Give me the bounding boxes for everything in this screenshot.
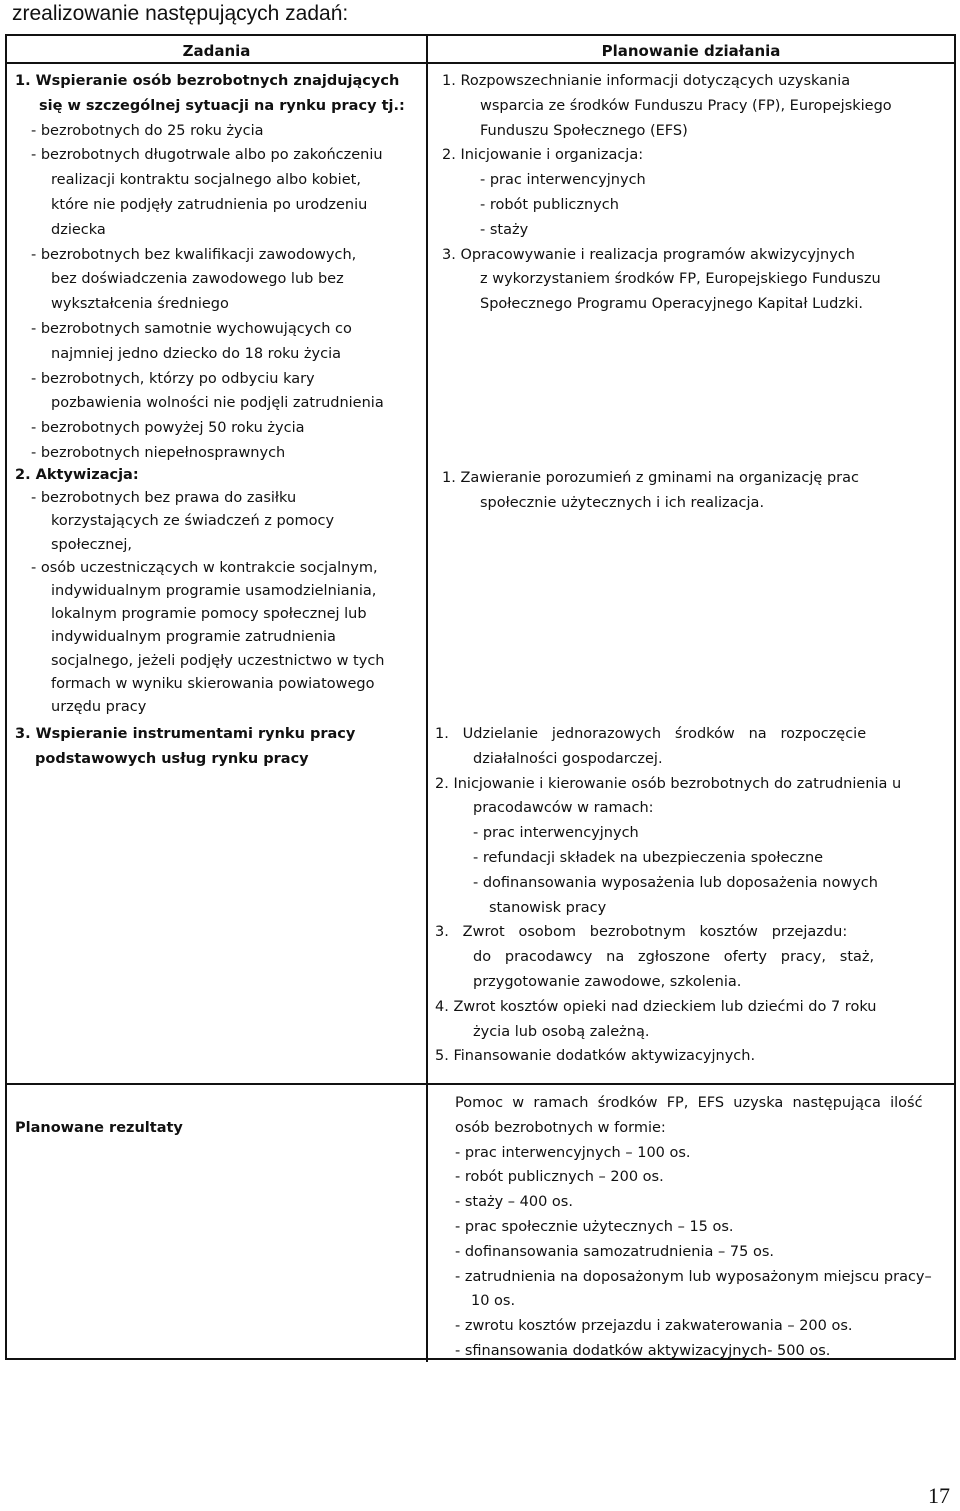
task-2-title: 2. Aktywizacja: <box>15 467 139 483</box>
plan-item: 1. Udzielanie jednorazowych środków na rozpoczęcie <box>435 726 867 742</box>
results-intro: Pomoc w ramach środków FP, EFS uzyska następująca ilość <box>455 1095 923 1111</box>
plan-subitem: - dofinansowania wyposażenia lub doposażenia nowych <box>473 874 878 891</box>
task-1-title: 1. Wspieranie osób bezrobotnych znajdujących <box>15 73 400 89</box>
list-item: - osób uczestniczących w kontrakcie socjalnym, <box>31 559 378 576</box>
result-item: - staży – 400 os. <box>455 1194 573 1211</box>
plan-item-cont: wsparcia ze środków Funduszu Pracy (FP), Europejskiego <box>480 97 892 114</box>
plan-item: 3. Zwrot osobom bezrobotnym kosztów przejazdu: <box>435 924 848 941</box>
plan-item: 2. Inicjowanie i organizacja: <box>442 147 644 164</box>
list-item-cont: wykształcenia średniego <box>51 296 229 313</box>
plan-item: 3. Opracowywanie i realizacja programów akwizycyjnych <box>442 246 855 263</box>
task-3-title-cont: podstawowych usług rynku pracy <box>35 750 309 767</box>
plan-item: 5. Finansowanie dodatków aktywizacyjnych. <box>435 1048 756 1065</box>
header-tasks: Zadania <box>182 42 251 60</box>
plan-item: 1. Rozpowszechnianie informacji dotyczących uzyskania <box>442 73 851 89</box>
result-item-cont: 10 os. <box>471 1293 516 1310</box>
plan-subitem-cont: stanowisk pracy <box>489 899 607 916</box>
result-item: - dofinansowania samozatrudnienia – 75 os. <box>455 1243 774 1260</box>
list-item-cont: najmniej jedno dziecko do 18 roku życia <box>51 345 342 362</box>
task-1-cell <box>15 69 405 466</box>
plan-item-cont: przygotowanie zawodowe, szkolenia. <box>473 973 742 990</box>
task-1-title-cont: się w szczególnej sytuacji na rynku pracy tj.: <box>39 97 405 114</box>
list-item-cont: socjalnego, jeżeli podjęły uczestnictwo w tych <box>51 652 385 669</box>
plan-item: 2. Inicjowanie i kierowanie osób bezrobotnych do zatrudnienia u <box>435 775 902 792</box>
plan-subitem: - staży <box>480 221 529 238</box>
plan-item-cont: życia lub osobą zależną. <box>473 1023 650 1040</box>
result-item: - zwrotu kosztów przejazdu i zakwaterowania – 200 os. <box>455 1318 853 1335</box>
result-item: - robót publicznych – 200 os. <box>455 1169 664 1186</box>
result-item: - prac społecznie użytecznych – 15 os. <box>455 1218 734 1235</box>
list-item: - bezrobotnych bez kwalifikacji zawodowych, <box>31 246 357 263</box>
results-label: Planowane rezultaty <box>15 1120 183 1136</box>
task-3-title: 3. Wspieranie instrumentami rynku pracy <box>15 726 356 742</box>
list-item-cont: urzędu pracy <box>51 699 147 716</box>
list-item-cont: dziecka <box>51 221 106 238</box>
task-2-cell <box>15 464 384 719</box>
list-item-cont: pozbawienia wolności nie podjęli zatrudnienia <box>51 395 384 412</box>
list-item: - bezrobotnych do 25 roku życia <box>31 122 264 139</box>
plan-item-cont: działalności gospodarczej. <box>473 750 663 767</box>
list-item-cont: bez doświadczenia zawodowego lub bez <box>51 271 344 288</box>
list-item-cont: realizacji kontraktu socjalnego albo kobiet, <box>51 172 361 189</box>
results-intro-cont: osób bezrobotnych w formie: <box>455 1119 666 1136</box>
header-divider <box>7 62 954 64</box>
plan-subitem: - prac interwencyjnych <box>480 172 646 189</box>
result-item: - prac interwencyjnych – 100 os. <box>455 1144 691 1161</box>
list-item-cont: lokalnym programie pomocy społecznej lub <box>51 606 367 623</box>
plan-item: 1. Zawieranie porozumień z gminami na organizację prac <box>442 470 859 486</box>
plan-item-cont: Społecznego Programu Operacyjnego Kapitał Ludzki. <box>480 296 863 313</box>
list-item: - bezrobotnych powyżej 50 roku życia <box>31 420 305 437</box>
planning-1-cell <box>442 69 892 317</box>
plan-subitem: - refundacji składek na ubezpieczenia społeczne <box>473 849 824 866</box>
plan-item-cont: społecznie użytecznych i ich realizacja. <box>480 494 765 511</box>
list-item-cont: społecznej, <box>51 536 133 553</box>
header-planning: Planowanie działania <box>601 42 781 60</box>
tasks-table <box>5 34 956 1360</box>
list-item: - bezrobotnych niepełnosprawnych <box>31 444 286 461</box>
results-cell <box>455 1091 932 1364</box>
plan-item: 4. Zwrot kosztów opieki nad dzieckiem lub dziećmi do 7 roku <box>435 998 877 1015</box>
result-item: - zatrudnienia na doposażonym lub wyposażonym miejscu pracy– <box>455 1268 932 1285</box>
list-item-cont: indywidualnym programie zatrudnienia <box>51 629 336 646</box>
list-item-cont: korzystających ze świadczeń z pomocy <box>51 513 335 530</box>
plan-item-cont: z wykorzystaniem środków FP, Europejskiego Funduszu <box>480 271 881 288</box>
plan-subitem: - prac interwencyjnych <box>473 825 639 842</box>
list-item: - bezrobotnych długotrwale albo po zakończeniu <box>31 147 383 164</box>
list-item-cont: formach w wyniku skierowania powiatowego <box>51 675 375 692</box>
plan-item-cont: pracodawców w ramach: <box>473 800 654 817</box>
intro-text: zrealizowanie następujących zadań: <box>12 2 349 25</box>
list-item: - bezrobotnych bez prawa do zasiłku <box>31 490 297 507</box>
plan-item-cont: Funduszu Społecznego (EFS) <box>480 122 688 139</box>
planning-2-cell <box>442 466 859 516</box>
list-item: - bezrobotnych samotnie wychowujących co <box>31 320 352 337</box>
column-divider <box>426 36 428 1362</box>
list-item-cont: które nie podjęły zatrudnienia po urodzeniu <box>51 196 368 213</box>
list-item: - bezrobotnych, którzy po odbyciu kary <box>31 370 315 387</box>
task-3-cell <box>15 722 355 772</box>
page-number: 17 <box>928 1483 950 1508</box>
list-item-cont: indywidualnym programie usamodzielniania, <box>51 583 377 600</box>
planning-3-cell <box>435 722 947 1069</box>
plan-subitem: - robót publicznych <box>480 196 619 213</box>
plan-item-cont: do pracodawcy na zgłoszone oferty pracy, staż, <box>473 949 875 966</box>
row-divider <box>7 1083 954 1085</box>
result-item: - sfinansowania dodatków aktywizacyjnych- 500 os. <box>455 1342 831 1359</box>
